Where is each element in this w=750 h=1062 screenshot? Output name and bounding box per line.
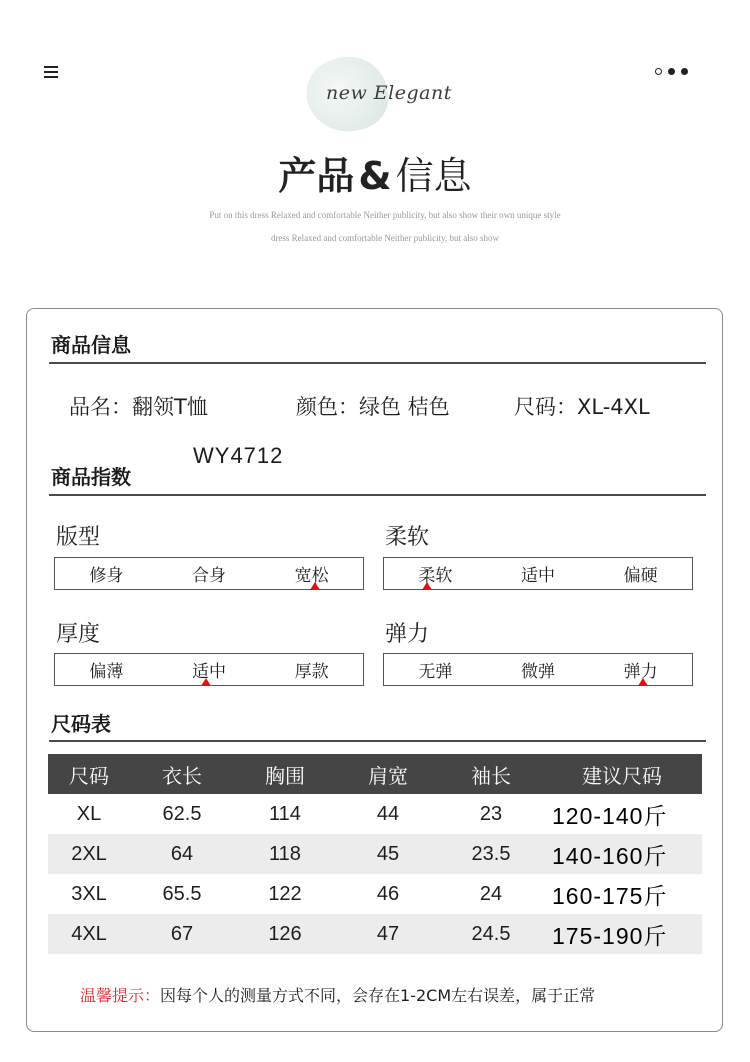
table-cell: 4XL xyxy=(48,914,130,954)
divider xyxy=(49,740,706,742)
table-cell: 47 xyxy=(336,914,440,954)
table-row xyxy=(48,794,702,834)
elasticity-label: 弹力 xyxy=(385,622,430,647)
table-cell: 23.5 xyxy=(440,834,542,874)
table-cell: 2XL xyxy=(48,834,130,874)
table-cell: XL xyxy=(76,802,102,825)
elasticity-selected-marker xyxy=(638,678,648,686)
table-row xyxy=(48,834,702,874)
softness-selected-marker xyxy=(422,582,432,590)
divider xyxy=(49,362,706,364)
table-cell: 24.5 xyxy=(440,914,542,954)
table-cell: 118 xyxy=(234,834,336,874)
fit-option: 合身 xyxy=(191,566,226,586)
table-cell: 120-140斤 xyxy=(552,802,668,829)
softness-option: 柔软 xyxy=(418,566,453,586)
table-row xyxy=(48,914,702,954)
subtitle-line-2: dress Relaxed and comfortable Neither publicity, but also show xyxy=(270,233,500,243)
table-cell: 140-160斤 xyxy=(542,834,702,874)
product-info-heading: 商品信息 xyxy=(51,333,131,357)
elasticity-option: 无弹 xyxy=(418,662,453,682)
size-chart-heading: 尺码表 xyxy=(51,712,111,736)
size-chart-table xyxy=(48,754,702,954)
table-cell: 62.5 xyxy=(162,802,202,825)
column-header: 衣长 xyxy=(130,754,234,794)
softness-label: 柔软 xyxy=(385,525,430,550)
table-cell: 23 xyxy=(479,802,503,825)
title-bold: 产品 xyxy=(278,154,355,198)
table-cell: 114 xyxy=(269,802,301,825)
brand-logo-text: new Elegant xyxy=(326,82,452,104)
product-color: 颜色：绿色 桔色 xyxy=(296,395,450,419)
fit-option: 宽松 xyxy=(294,566,329,586)
softness-option: 适中 xyxy=(520,566,555,586)
product-size-range: 尺码：XL-4XL xyxy=(514,395,650,419)
column-header: 肩宽 xyxy=(336,754,440,794)
table-cell: 65.5 xyxy=(162,882,202,905)
table-cell: 175-190斤 xyxy=(542,914,702,954)
thickness-label: 厚度 xyxy=(56,622,101,647)
size-note xyxy=(80,983,595,1006)
table-cell: 160-175斤 xyxy=(552,882,668,909)
more-options-icon[interactable] xyxy=(655,68,688,75)
title-amp: & xyxy=(358,154,392,198)
divider xyxy=(49,494,706,496)
subtitle-line-1: Put on this dress Relaxed and comfortable Neither publicity, but also show their own unique style xyxy=(209,210,561,220)
column-header: 胸围 xyxy=(234,754,336,794)
thickness-option: 厚款 xyxy=(294,662,329,682)
menu-icon[interactable] xyxy=(44,66,58,78)
table-cell: 44 xyxy=(376,802,400,825)
fit-label: 版型 xyxy=(56,525,101,550)
table-row xyxy=(48,874,702,914)
elasticity-option: 弹力 xyxy=(623,662,658,682)
fit-selected-marker xyxy=(310,582,320,590)
table-cell: 45 xyxy=(336,834,440,874)
elasticity-option: 微弹 xyxy=(520,662,555,682)
product-code: WY4712 xyxy=(193,443,284,468)
fit-option: 修身 xyxy=(89,566,124,586)
product-name: 品名：翻领T恤 xyxy=(69,395,208,419)
softness-option: 偏硬 xyxy=(623,566,658,586)
note-text: 因每个人的测量方式不同，会存在1-2CM左右误差，属于正常 xyxy=(160,986,596,1005)
column-header: 袖长 xyxy=(440,754,542,794)
thickness-option: 适中 xyxy=(191,662,226,682)
column-header: 建议尺码 xyxy=(542,754,702,794)
title-light: 信息 xyxy=(395,154,472,198)
table-cell: 24 xyxy=(479,882,503,905)
table-cell: 126 xyxy=(234,914,336,954)
product-index-heading: 商品指数 xyxy=(51,465,131,489)
page-title xyxy=(0,145,750,200)
table-cell: 3XL xyxy=(71,882,107,905)
thickness-option: 偏薄 xyxy=(89,662,124,682)
table-cell: 67 xyxy=(130,914,234,954)
column-header: 尺码 xyxy=(48,754,130,794)
table-header-row xyxy=(48,754,702,794)
thickness-selected-marker xyxy=(201,678,211,686)
table-cell: 64 xyxy=(130,834,234,874)
table-cell: 122 xyxy=(268,882,302,905)
note-label: 温馨提示： xyxy=(80,986,161,1005)
table-cell: 46 xyxy=(376,882,400,905)
